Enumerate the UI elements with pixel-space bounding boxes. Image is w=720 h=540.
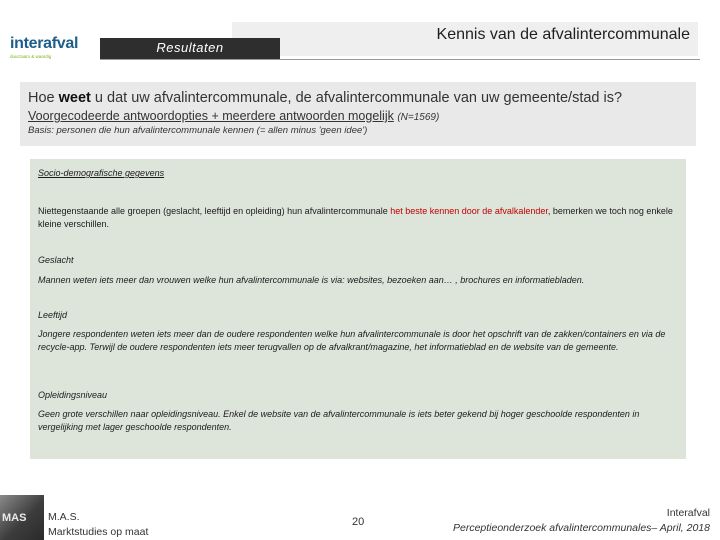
header-divider: [100, 59, 700, 60]
findings-heading: Socio-demografische gegevens: [38, 168, 165, 178]
section-text-education: Geen grote verschillen naar opleidingsniveau. Enkel de website van de afvalintercommunale is iets beter gekend bij hoger geschoolde respondenten in vergelijking met lager geschoolde respondenten.: [38, 409, 640, 432]
slide-title: Kennis van de afvalintercommunale: [436, 26, 690, 43]
question-basis: Basis: personen die hun afvalintercommunale kennen (= allen minus 'geen idee'): [28, 125, 368, 136]
footer-study: [420, 506, 710, 536]
study-name: Perceptieonderzoek afvalintercommunales– April, 2018: [452, 522, 710, 534]
question-pre: Hoe: [28, 90, 59, 106]
findings-intro: [38, 205, 678, 231]
section-title-age: Leeftijd: [38, 310, 68, 320]
client-name: Interafval: [666, 507, 710, 519]
interafval-logo: [10, 36, 96, 66]
company-name: M.A.S.: [48, 511, 80, 523]
question-post: u dat uw afvalintercommunale, de afvalintercommunale van uw gemeente/stad is?: [90, 90, 623, 106]
section-label: Resultaten: [156, 40, 224, 55]
findings-box: [30, 159, 686, 459]
section-text-age: Jongere respondenten weten iets meer dan de oudere respondenten welke hun afvalintercommunale is door het opschrift van de zakken/containers en via de recycle-app. Terwijl de oudere respondenten iets meer terugvallen op de afvalkrant/magazine, het informatieblad en de website van de gemeente.: [38, 329, 666, 352]
intro-highlight: het beste kennen door de afvalkalender: [390, 206, 548, 216]
mas-photo-label: MAS: [2, 512, 27, 524]
logo-tagline: duurzaam & waardig: [10, 54, 52, 59]
company-tagline: Marktstudies op maat: [48, 526, 149, 538]
section-title-education: Opleidingsniveau: [38, 390, 108, 400]
question-note: [28, 109, 698, 123]
logo-wordmark: interafval: [10, 35, 79, 52]
intro-text-1: Niettegenstaande alle groepen (geslacht, leeftijd en opleiding) hun afvalintercommunale: [38, 206, 391, 216]
intro-text-2: , bemerken we toch nog enkele kleine verschillen.: [38, 206, 673, 229]
page-number: 20: [352, 516, 365, 528]
section-text-gender: Mannen weten iets meer dan vrouwen welke hun afvalintercommunale is via: websites, bezoeken aan… , brochures en informatiebladen.: [38, 275, 585, 285]
section-title-gender: Geslacht: [38, 255, 74, 265]
footer-company: [48, 510, 148, 540]
question-bold: weet: [58, 90, 91, 106]
answer-options-note: Voorgecodeerde antwoordopties + meerdere antwoorden mogelijk: [28, 109, 394, 123]
sample-size: (N=1569): [397, 112, 440, 123]
survey-question: [28, 90, 698, 106]
